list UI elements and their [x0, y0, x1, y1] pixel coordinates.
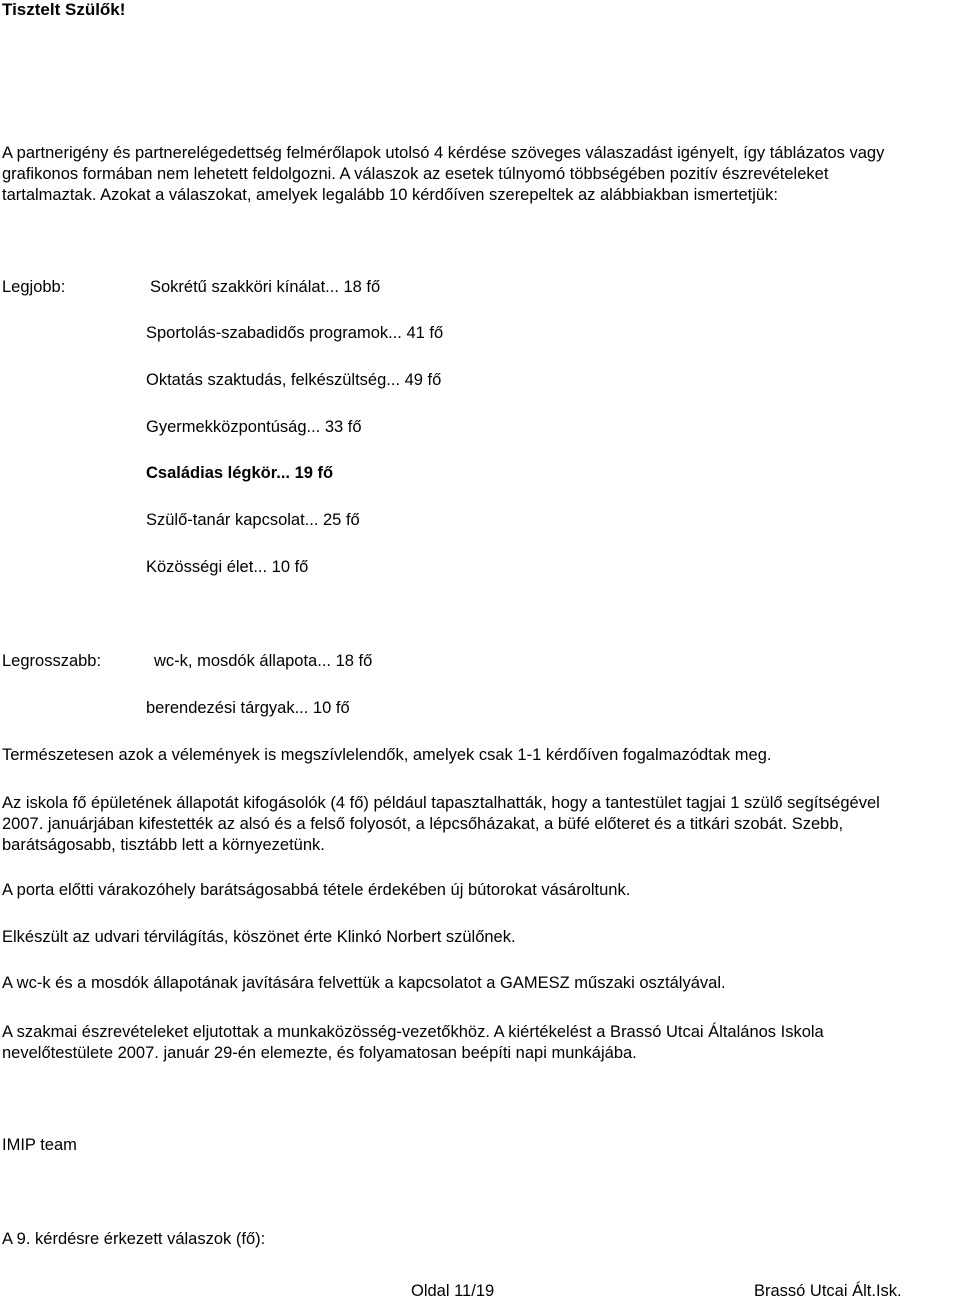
paragraph-4: Elkészült az udvari térvilágítás, köszönet érte Klinkó Norbert szülőnek. — [2, 928, 516, 946]
signature: IMIP team — [2, 1136, 77, 1154]
paragraph-1: Természetesen azok a vélemények is megszívlelendők, amelyek csak 1-1 kérdőíven fogalmazódtak meg. — [2, 746, 772, 764]
intro-line-1: A partnerigény és partnerelégedettség felmérőlapok utolsó 4 kérdése szöveges válaszadást igényelt, így táblázatos vagy — [2, 144, 885, 162]
page-title: Tisztelt Szülők! — [2, 0, 126, 19]
best-item: Családias légkör... 19 fő — [146, 464, 334, 482]
best-item: Sokrétű szakköri kínálat... 18 fő — [150, 278, 381, 296]
question-9-heading: A 9. kérdésre érkezett válaszok (fő): — [2, 1230, 266, 1248]
intro-line-3: tartalmaztak. Azokat a válaszokat, amelyek legalább 10 kérdőíven szerepeltek az alábbiakban ismertetjük: — [2, 186, 778, 204]
paragraph-2-line-2: 2007. januárjában kifestették az alsó és a felső folyosót, a lépcsőházakat, a büfé előteret és a titkári szobát. Szebb, — [2, 815, 844, 833]
worst-item: wc-k, mosdók állapota... 18 fő — [154, 652, 373, 670]
best-item: Közösségi élet... 10 fő — [146, 558, 309, 576]
paragraph-6-line-2: nevelőtestülete 2007. január 29-én elemezte, és folyamatosan beépíti napi munkájába. — [2, 1044, 637, 1062]
best-item: Gyermekközpontúság... 33 fő — [146, 418, 362, 436]
paragraph-2-line-3: barátságosabb, tisztább lett a környezetünk. — [2, 836, 325, 854]
best-item: Oktatás szaktudás, felkészültség... 49 fő — [146, 371, 442, 389]
worst-label: Legrosszabb: — [2, 652, 102, 670]
best-item: Sportolás-szabadidős programok... 41 fő — [146, 324, 444, 342]
intro-line-2: grafikonos formában nem lehetett feldolgozni. A válaszok az esetek túlnyomó többségében pozitív észrevételeket — [2, 165, 829, 183]
best-label: Legjobb: — [2, 278, 66, 296]
paragraph-5: A wc-k és a mosdók állapotának javítására felvettük a kapcsolatot a GAMESZ műszaki osztályával. — [2, 974, 726, 992]
footer-school-name: Brassó Utcai Ált.Isk. — [754, 1282, 902, 1300]
page-number: Oldal 11/19 — [411, 1282, 495, 1300]
paragraph-2-line-1: Az iskola fő épületének állapotát kifogásolók (4 fő) például tapasztalhatták, hogy a tantestület tagjai 1 szülő segítségével — [2, 794, 880, 812]
paragraph-6-line-1: A szakmai észrevételeket eljutottak a munkaközösség-vezetőkhöz. A kiértékelést a Brassó Utcai Általános Iskola — [2, 1023, 824, 1041]
paragraph-3: A porta előtti várakozóhely barátságosabbá tétele érdekében új bútorokat vásároltunk. — [2, 881, 631, 899]
worst-item: berendezési tárgyak... 10 fő — [146, 699, 350, 717]
best-item: Szülő-tanár kapcsolat... 25 fő — [146, 511, 360, 529]
